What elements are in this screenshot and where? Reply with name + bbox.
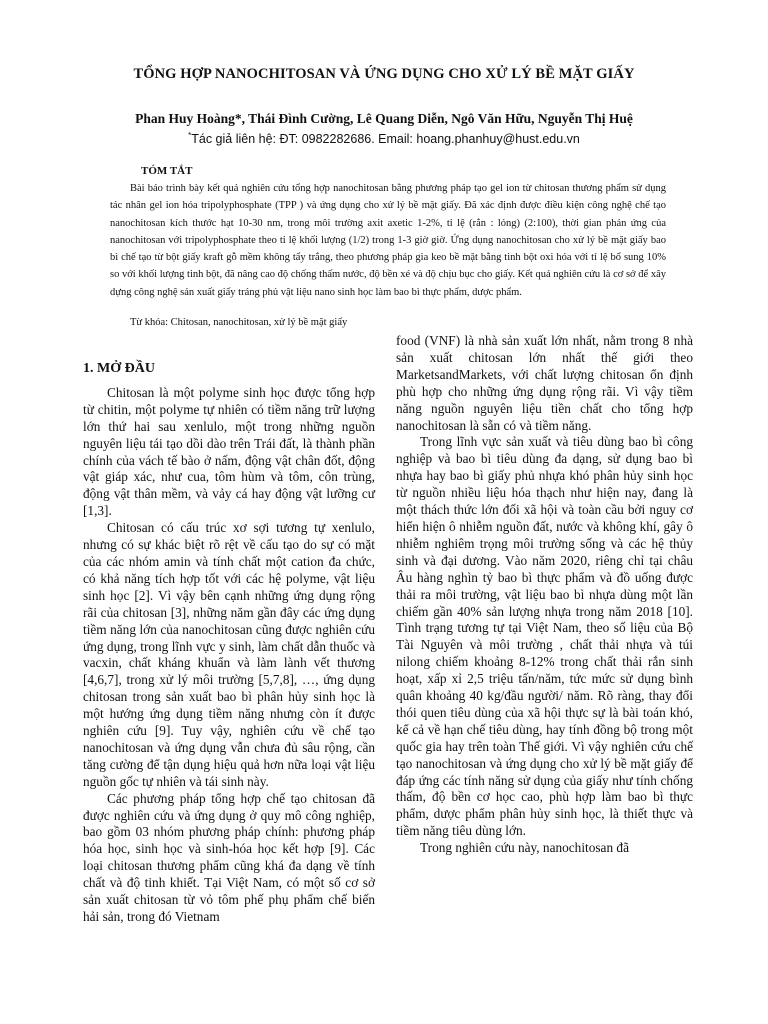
contact-info [0, 131, 768, 146]
paragraph: Chitosan có cấu trúc xơ sợi tương tự xenlulo, nhưng có sự khác biệt rõ rệt về cấu tạo do sự có mặt của các nhóm amin và tính chất một cation đa chức, có khả năng tích hợp tốt với các hệ polyme, vật liệu sinh học [2]. Vì vậy bên cạnh những ứng dụng rộng rãi của chitosan [3], những năm gần đây các ứng dụng tiềm năng lớn của nanochitosan cũng được nghiên cứu ứng dụng, trong lĩnh vực y sinh, làm chất dẫn thuốc và vacxin, chất kháng khuẩn và làm lành vết thương [4,6,7], trong xử lý môi trường [5,7,8], …, ứng dụng chitosan trong sản xuất bao bì phân hủy sinh học là một hướng ứng dụng tiềm năng nhưng còn ít được nghiên cứu [9]. Tuy vậy, nghiên cứu về chế tạo nanochitosan và ứng dụng vẫn chưa đủ sâu rộng, cần tăng cường để tận dụng hiệu quả hơn nữa loại vật liệu nguồn gốc tự nhiên và tái sinh này. [83, 520, 375, 789]
abstract-text: Bài báo trình bày kết quả nghiên cứu tổng hợp nanochitosan bằng phương pháp tạo gel ion từ chitosan thương phẩm sử dụng tác nhân gel ion hóa tripolyphosphate (TPP ) và ứng dụng cho xử lý bề mặt giấy. Đã xác định được điều kiện công nghệ chế tạo nanochitosan kích thước hạt 10-30 nm, trong môi trường axit axetic 1-2%, tỉ lệ (rắn : lỏng) (2:100), thời gian phản ứng của nanochitosan với tripolyphosphate theo tỉ lệ khối lượng (1/2) trong 1-3 giờ giờ. Ứng dụng nanochitosan cho xử lý bề mặt giấy bao bì chế tạo từ bột giấy kraft gỗ mềm không tẩy trắng, theo phương pháp gia keo bề mặt bằng tinh bột oxi hóa với tỉ lệ bổ sung 10% so với khối lượng tinh bột, đã nâng cao độ chống thấm nước, độ bền xé và độ chịu bục cho giấy. Kết quả nghiên cứu là cơ sở để xây dựng công nghệ sản xuất giấy tráng phủ vật liệu nano sinh học làm bao bì thực phẩm, dược phẩm. [110, 183, 666, 298]
contact-text: Tác giả liên hệ: ĐT: 0982282686. Email: hoang.phanhuy@hust.edu.vn [191, 132, 580, 147]
abstract-body [110, 180, 666, 301]
section-heading: 1. MỞ ĐẦU [83, 361, 155, 376]
author-list: Phan Huy Hoàng*, Thái Đình Cường, Lê Quang Diễn, Ngô Văn Hữu, Nguyễn Thị Huệ [135, 111, 633, 126]
paragraph: Trong lĩnh vực sản xuất và tiêu dùng bao bì công nghiệp và bao bì tiêu dùng đa dạng, sử dụng bao bì nhựa hay bao bì giấy phủ nhựa khó phân hủy sinh học từ nguồn nhiều liệu hóa thạch như hiện nay, đang là một thách thức lớn đối xã hội và toàn cầu bởi nguy cơ hiển hiện ô nhiễm nguồn đất, nước và không khí, gây ô nhiễm nghiêm trọng môi trường sống và các hệ thủy sinh và đại dương. Vào năm 2020, riêng chỉ tại châu Âu hàng nghìn tỷ bao bì thực phẩm và đồ uống được thải ra môi trường, vật liệu bao bì nhựa dùng một lần chiếm gần 40% sản lượng nhựa trong năm 2018 [10]. Tình trạng tương tự tại Việt Nam, theo số liệu của Bộ Tài Nguyên và môi trường , chất thải nhựa và túi nilong chiếm khoảng 8-12% trong chất thải rắn sinh hoạt, xấp xỉ 2,5 triệu tấn/năm, tức mức sử dụng bình quân khoảng 40 kg/đầu người/ năm. Rõ ràng, thay đổi thói quen tiêu dùng của xã hội thực sự là bài toán khó, kể cả về hạn chế tiêu dùng, hay tính đồng bộ trong một quốc gia hay trên toàn Thế giới. Vì vậy nghiên cứu chế tạo nanochitosan và ứng dụng cho xử lý bề mặt giấy để đáp ứng các tính năng sử dụng của giấy như tính chống thấm, độ bền cơ học cao, phù hợp làm bao bì thực phẩm, dược phẩm phân hủy sinh học, là thiết thực và tiềm năng tiêu dùng lớn. [396, 434, 693, 839]
left-column [83, 361, 375, 926]
abstract-heading: TÓM TẮT [141, 165, 193, 177]
contact-mark: * [188, 131, 192, 140]
keywords: Từ khóa: Chitosan, nanochitosan, xử lý bề mặt giấy [130, 317, 348, 328]
paper-title: TỔNG HỢP NANOCHITOSAN VÀ ỨNG DỤNG CHO XỬ LÝ BỀ MẶT GIẤY [133, 66, 635, 82]
paragraph: Trong nghiên cứu này, nanochitosan đã [420, 840, 629, 856]
paragraph: Chitosan là một polyme sinh học được tổng hợp từ chitin, một polyme tự nhiên có tiềm năng trữ lượng lớn thứ hai sau xenlulo, một trong những nguồn nguyên liệu tái tạo dồi dào trên Trái đất, là thành phần chính của vách tế bào ở nấm, động vật chân đốt, động vật giáp xác, như cua, tôm hùm và tôm, côn trùng, động vật thân mềm, và vảy cá hay động vật lưỡng cư [1,3]. [83, 384, 375, 519]
paragraph: food (VNF) là nhà sản xuất lớn nhất, nằm trong 8 nhà sản xuất chitosan lớn nhất thế giới theo MarketsandMarkets, với chất lượng chitosan ổn định phù hợp cho những ứng dụng rộng rãi. Vì vậy tiềm năng nguồn nguyên liệu tiền chất cho tổng hợp nanochitosan là sẵn có và tiềm năng. [396, 333, 693, 433]
paragraph: Các phương pháp tổng hợp chế tạo chitosan đã được nghiên cứu và ứng dụng ở quy mô công nghiệp, bao gồm 03 nhóm phương pháp chính: phương pháp hóa học, sinh học và sinh-hóa học kết hợp [9]. Các loại chitosan thương phẩm cũng khá đa dạng về tính chất và độ tinh khiết. Tại Việt Nam, có một số cơ sở sản xuất chitosan từ vỏ tôm phế phụ phẩm chế biến hải sản, trong đó Vietnam [83, 790, 375, 924]
right-column [396, 333, 693, 857]
